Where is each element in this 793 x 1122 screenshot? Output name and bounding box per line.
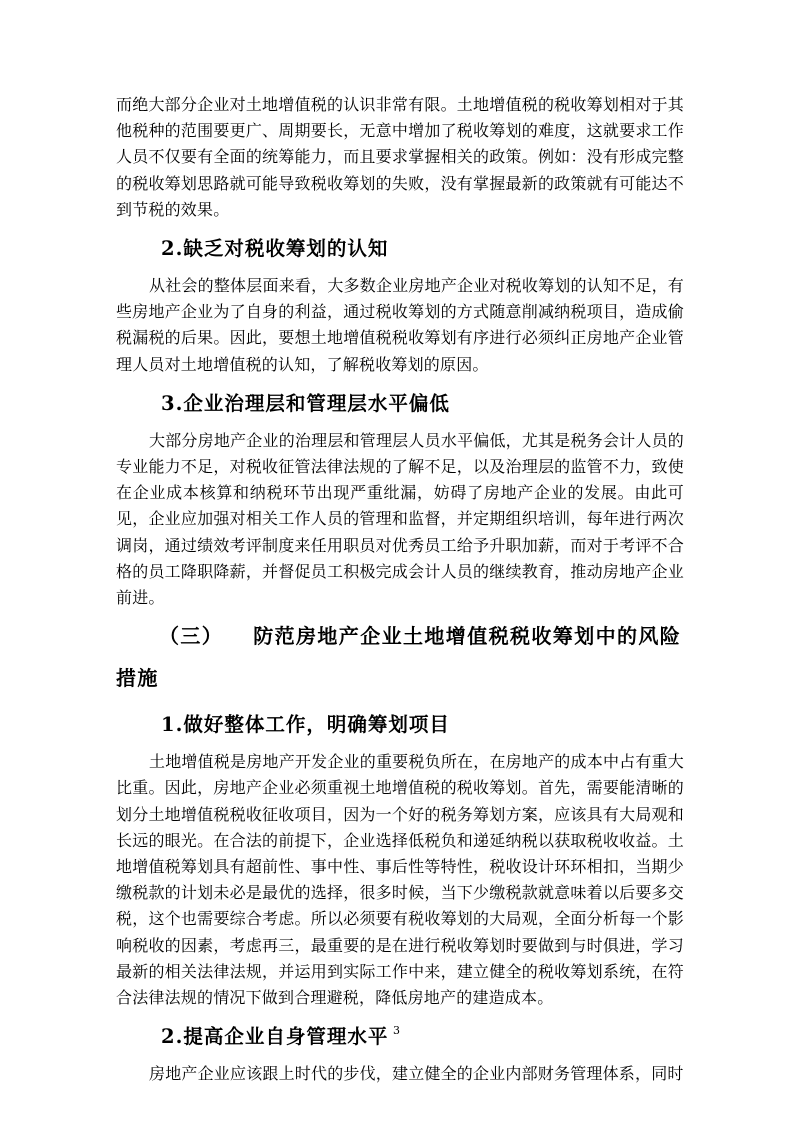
section-heading-risk-measures: [116, 615, 684, 699]
paragraph-continuation: 而绝大部分企业对土地增值税的认识非常有限。土地增值税的税收筹划相对于其他税种的范围要更广、周期要长，无意中增加了税收筹划的难度，这就要求工作人员不仅要有全面的统筹能力，而且要求掌握相关的政策。例如：没有形成完整的税收筹划思路就可能导致税收筹划的失败，没有掌握最新的政策就有可能达不到节税的效果。: [116, 95, 684, 219]
page-number: 3: [393, 1024, 400, 1037]
heading-overall-work: 1.做好整体工作，明确筹划项目: [161, 713, 450, 737]
paragraph-governance: 大部分房地产企业的治理层和管理层人员水平偏低，尤其是税务会计人员的专业能力不足，对税收征管法律法规的了解不足，以及治理层的监管不力，致使在企业成本核算和纳税环节出现严重纰漏，妨碍了房地产企业的发展。由此可见，企业应加强对相关工作人员的管理和监督，并定期组织培训，每年进行两次调岗，通过绩效考评制度来任用职员对优秀员工给予升职加薪，而对于考评不合格的员工降职降薪，并督促员工积极完成会计人员的继续教育，推动房地产企业前进。: [116, 430, 684, 608]
paragraph-overall-work: 土地增值税是房地产开发企业的重要税负所在，在房地产的成本中占有重大比重。因此，房地产企业必须重视土地增值税的税收筹划。首先，需要能清晰的划分土地增值税税收征收项目，因为一个好的税务筹划方案，应该具有大局观和长远的眼光。在合法的前提下，企业选择低税负和递延纳税以获取税收收益。土地增值税筹划具有超前性、事中性、事后性等特性，税收设计环环相扣，当期少缴税款的计划未必是最优的选择，很多时候，当下少缴税款就意味着以后要多交税，这个也需要综合考虑。所以必须要有税收筹划的大局观，全面分析每一个影响税收的因素，考虑再三，最重要的是在进行税收筹划时要做到与时俱进，学习最新的相关法律法规，并运用到实际工作中来，建立健全的税收筹划系统，在符合法律法规的情况下做到合理避税，降低房地产的建造成本。: [116, 752, 684, 1008]
heading-management-level: 2.提高企业自身管理水平: [161, 1025, 389, 1049]
heading-governance-level: 3.企业治理层和管理层水平偏低: [161, 391, 450, 415]
heading-lack-of-awareness: 2.缺乏对税收筹划的认知: [161, 237, 389, 261]
paragraph-management: 房地产企业应该跟上时代的步伐，建立健全的企业内部财务管理体系，同时: [149, 1064, 684, 1084]
section-title: 防范房地产企业土地增值税税收筹划中的风险措施: [116, 624, 682, 691]
paragraph-awareness: 从社会的整体层面来看，大多数企业房地产企业对税收筹划的认知不足，有些房地产企业为了自身的利益，通过税收筹划的方式随意削减纳税项目，造成偷税漏税的后果。因此，要想土地增值税税收筹划有序进行必须纠正房地产企业管理人员对土地增值税的认知，了解税收筹划的原因。: [116, 276, 684, 374]
document-page: [116, 92, 684, 1087]
section-number: （三）: [159, 624, 224, 649]
